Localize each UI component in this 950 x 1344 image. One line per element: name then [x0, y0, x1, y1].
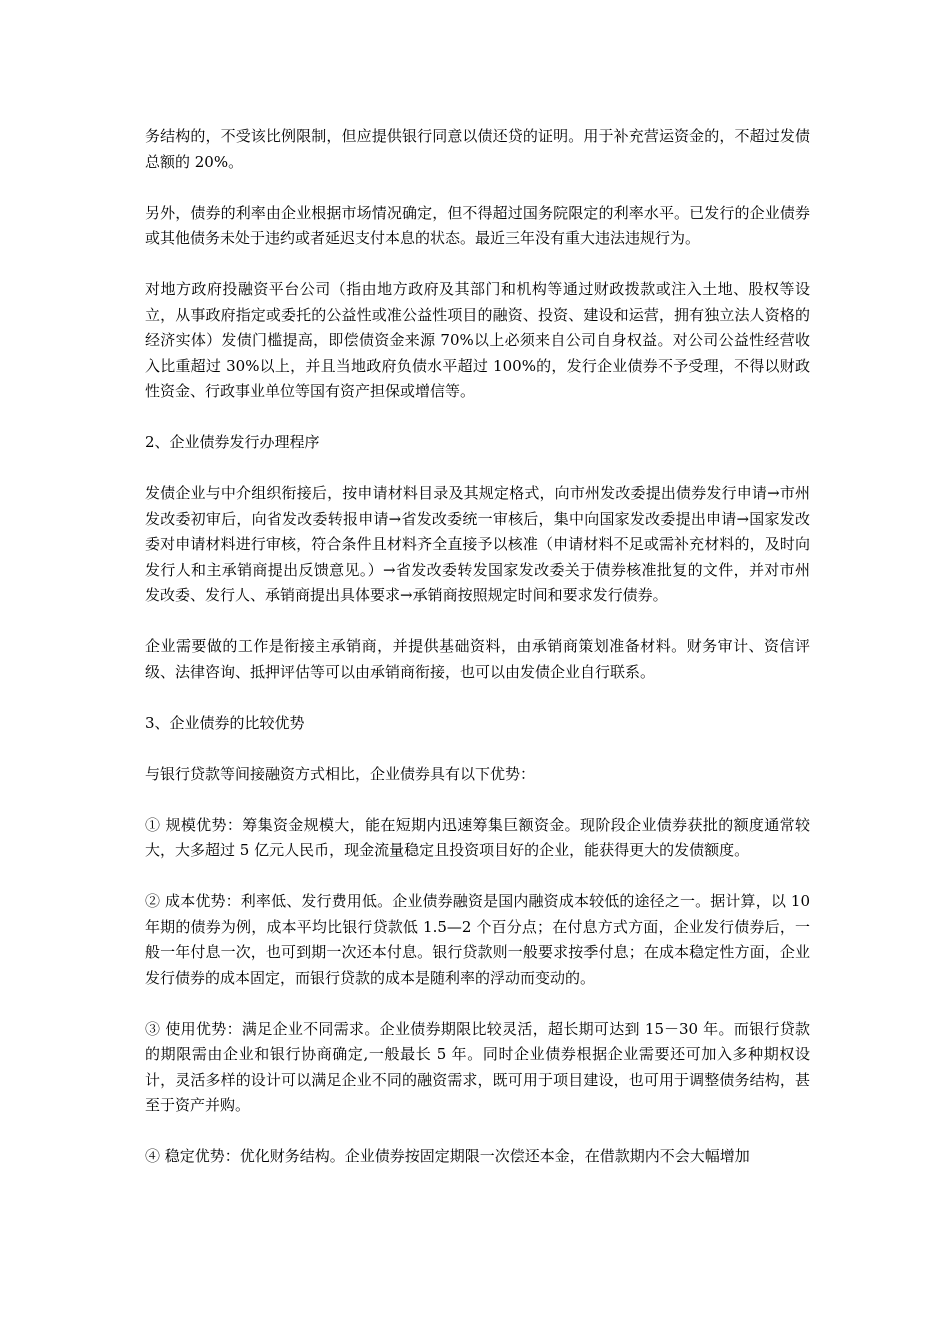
paragraph-cost-advantage: ② 成本优势：利率低、发行费用低。企业债券融资是国内融资成本较低的途径之一。据计算，以 10 年期的债券为例，成本平均比银行贷款低 1.5—2 个百分点；在付息方式方面，企业发行债券后，一般一年付息一次，也可到期一次还本付息。银行贷款则一般要求按季付息；在成本稳定性方面，企业发行债券的成本固定，而银行贷款的成本是随利率的浮动而变动的。	[145, 892, 810, 987]
paragraph-enterprise-work: 企业需要做的工作是衔接主承销商，并提供基础资料，由承销商策划准备材料。财务审计、资信评级、法律咨询、抵押评估等可以由承销商衔接，也可以由发债企业自行联系。	[145, 637, 810, 681]
paragraph-stability-advantage: ④ 稳定优势：优化财务结构。企业债券按固定期限一次偿还本金，在借款期内不会大幅增加	[145, 1147, 750, 1165]
paragraph-scale-advantage: ① 规模优势：筹集资金规模大，能在短期内迅速筹集巨额资金。现阶段企业债券获批的额度通常较大，大多超过 5 亿元人民币，现金流量稳定且投资项目好的企业，能获得更大的发债额度。	[145, 815, 810, 859]
paragraph-usage-advantage: ③ 使用优势：满足企业不同需求。企业债券期限比较灵活，超长期可达到 15－30 年。而银行贷款的期限需由企业和银行协商确定,一般最长 5 年。同时企业债券根据企业需要还可加入多种期权设计，灵活多样的设计可以满足企业不同的融资需求，既可用于项目建设，也可用于调整债务结构，甚至于资产并购。	[145, 1019, 810, 1114]
paragraph-procedure: 发债企业与中介组织衔接后，按申请材料目录及其规定格式，向市州发改委提出债券发行申请→市州发改委初审后，向省发改委转报申请→省发改委统一审核后，集中向国家发改委提出申请→国家发改委对申请材料进行审核，符合条件且材料齐全直接予以核准（申请材料不足或需补充材料的，及时向发行人和主承销商提出反馈意见。）→省发改委转发国家发改委关于债券核准批复的文件，并对市州发改委、发行人、承销商提出具体要求→承销商按照规定时间和要求发行债券。	[145, 484, 810, 604]
paragraph-use-of-funds: 务结构的，不受该比例限制，但应提供银行同意以债还贷的证明。用于补充营运资金的，不超过发债总额的 20%。	[145, 127, 810, 171]
section-heading-advantages: 3、企业债券的比较优势	[145, 713, 305, 732]
document-page	[145, 124, 810, 1195]
section-heading-procedure: 2、企业债券发行办理程序	[145, 433, 320, 451]
paragraph-financing-platform: 对地方政府投融资平台公司（指由地方政府及其部门和机构等通过财政拨款或注入土地、股权等设立，从事政府指定或委托的公益性或准公益性项目的融资、投资、建设和运营，拥有独立法人资格的经济实体）发债门槛提高，即偿债资金来源 70%以上必须来自公司自身权益。对公司公益性经营收入比重超过 30%以上，并且当地政府负债水平超过 100%的，发行企业债券不予受理，不得以财政性资金、行政事业单位等国有资产担保或增信等。	[145, 280, 810, 400]
paragraph-interest-rate: 另外，债券的利率由企业根据市场情况确定，但不得超过国务院限定的利率水平。已发行的企业债券或其他债务未处于违约或者延迟支付本息的状态。最近三年没有重大违法违规行为。	[145, 203, 810, 247]
paragraph-advantages-intro: 与银行贷款等间接融资方式相比，企业债券具有以下优势：	[145, 764, 536, 783]
